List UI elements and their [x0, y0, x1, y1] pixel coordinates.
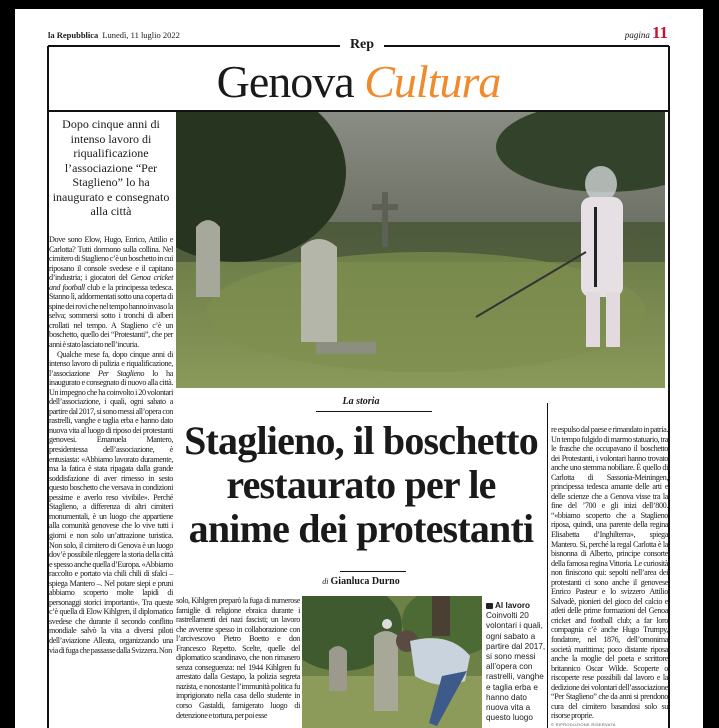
article-column-2 — [176, 596, 300, 720]
section-city: Genova — [216, 56, 354, 107]
byline-rule — [340, 571, 406, 572]
rep-logo: Rep — [340, 37, 384, 53]
caption-text: Coinvolti 20 volontari i quali, ogni sabato a partire dal 2017, si sono messi all’opera con rastrelli, vanghe e taglia erba e hanno dato nuova vita a questo luogo — [486, 611, 546, 723]
paragraph: Dove sono Elow, Hugo, Enrico, Attilio e Carlotta? Tutti dormono sulla collina. Nel cimitero di Staglieno c’è un boschetto in cui riposano il console svedese e il capitano d’industria; i giocatori del Genoa cricket and football club e la principessa tedesca. Stanno lì, addormentati sotto una coperta di spine dei rovi che nel tempo hanno invaso la selva; sommersi sotto i tronchi di alberi crollati nel tempo. A Staglieno c’è un boschetto, quello dei “Protestanti”, che per anni è stato lasciato nell’incuria. — [49, 235, 173, 350]
page-number — [625, 23, 668, 45]
column-divider — [547, 403, 548, 728]
issue-date: Lunedì, 11 luglio 2022 — [102, 30, 180, 40]
page-header-left — [48, 30, 180, 40]
caption-label: Al lavoro — [495, 601, 531, 610]
camera-icon — [486, 603, 493, 609]
page-number-value: 11 — [651, 23, 668, 42]
byline — [176, 575, 546, 588]
byline-prefix: di — [322, 577, 329, 586]
copyright-notice: © RIPRODUZIONE RISERVATA — [551, 722, 616, 727]
main-photo — [176, 112, 665, 388]
section-name: Cultura — [364, 56, 501, 107]
kicker-rule — [316, 411, 432, 412]
photo-caption — [486, 601, 546, 723]
paragraph: re espulso dal paese e rimandato in patria. Un tempo fulgido di marmo statuario, tra le frasche che occupavano il boschetto dei Protestanti, i volontari hanno trovato anche uno stemma nobiliare. È quello di Carlotta di Sassonia-Meiningen, principessa tedesca amante delle arti e delle scienze che a Genova visse tra la fine del ’700 e gli inizi dell’800. “«bbiamo scoperto che a Staglieno riposa, quindi, una parente della regina Elisabetta d’Inghilterra», spiega Mantero. Sì, perché la regal Carlotta è la bisnonna di Alberto, principe consorte della famosa regina Vittoria. Le curiosità non finiscono qui: sepolti nell’area dei protestanti ci sono anche il genovese Enrico Pasteur e lo svizzero Attilio Salvadè, pionieri del gioco del calcio e atleti delle prime formazioni del Genoa cricket and football club; a far loro compagnia c’è anche Hugo Trumpy, fondatore, nel 1876, dell’omonima società marittima; poco distante riposa anche la moglie del poeta e scrittore britannico Oscar Wilde. Scoperte o riscoperte rese possibili dal lavoro e la dedizione dei volontari dell’associazione “Per Staglieno” che da anni si prendono cura del cimitero basandosi solo su risorse proprie. — [551, 425, 668, 721]
headline: Staglieno, il boschetto restaurato per le anime dei protestanti — [184, 418, 538, 551]
article-column-3 — [551, 425, 668, 721]
paper-name: la Repubblica — [48, 30, 99, 40]
paragraph: Qualche mese fa, dopo cinque anni di intenso lavoro di pulizia e riqualificazione, l’associazione Per Staglieno lo ha inaugurato e consegnato di nuovo alla città. Un impegno che ha coinvolto i 20 volontari dell’associazione, i quali, ogni sabato a partire dal 2017, si sono messi all’opera con rastrelli, vanghe e taglia erba e hanno dato nuova vita al luogo di riposo dei protestanti genovesi. Emanuela Mantero, presidentessa dell’associazione, è entusiasta: «Abbiamo lavorato duramente, ma la fatica è stata ripagata dalla grande soddisfazione di aver rimesso in sesto questo boschetto che versava in condizioni pessime e averlo reso vivibile». Perché Staglieno, a differenza di altri cimiteri monumentali, è un luogo che appartiene alla comunità genovese che lo vive tutti i giorni e non solo un’attrazione turistica. Non solo, il cimitero di Genova è un luogo dov’è possibile rileggere la storia della città e spesso anche quella d’Europa. «Abbiamo raccolto e portato via chili chili di sfalci – spiega Mantero –. Nel potare siepi e pruni abbiamo scoperto molte lapidi di personaggi storici importanti». Tra queste c’è quella di Elow Kihlgren, il diplomatico svedese che durante il secondo conflitto mondiale salvò la vita a diversi piloti dell’aviazione Alleata, organizzando una via di fuga che passasse dalla Svizzera. Non — [49, 349, 173, 655]
secondary-photo — [302, 596, 482, 728]
section-title — [48, 56, 669, 108]
kicker: La storia — [342, 396, 380, 407]
paragraph: solo, Kihlgren preparò la fuga di numerose famiglie di religione ebraica durante i rastrellamenti dei nazi fascisti; un lavoro che avvenne spesso in collaborazione con l’arcivescovo Pietro Boetto e don Francesco Repetto. Scelte, quelle del diplomatico scandinavo, che non rimasero senza conseguenza: nel 1944 Kihlgren fu arrestato dalla Gestapo, la polizia segreta nazista, e nonostante l’immunità politica fu imprigionato nella casa dello studente in corso Gastaldi, famigerato luogo di detenzione e tortura, per poi esse — [176, 596, 300, 720]
author: Gianluca Durno — [330, 576, 400, 587]
page-label: pagina — [624, 30, 650, 40]
article-column-1 — [49, 235, 173, 655]
frame-right — [668, 46, 670, 728]
newspaper-page — [15, 9, 703, 728]
standfirst: Dopo cinque anni di intenso lavoro di riqualificazione l’associazione “Per Staglieno” lo ha inaugurato e consegnato alla città — [52, 117, 170, 218]
